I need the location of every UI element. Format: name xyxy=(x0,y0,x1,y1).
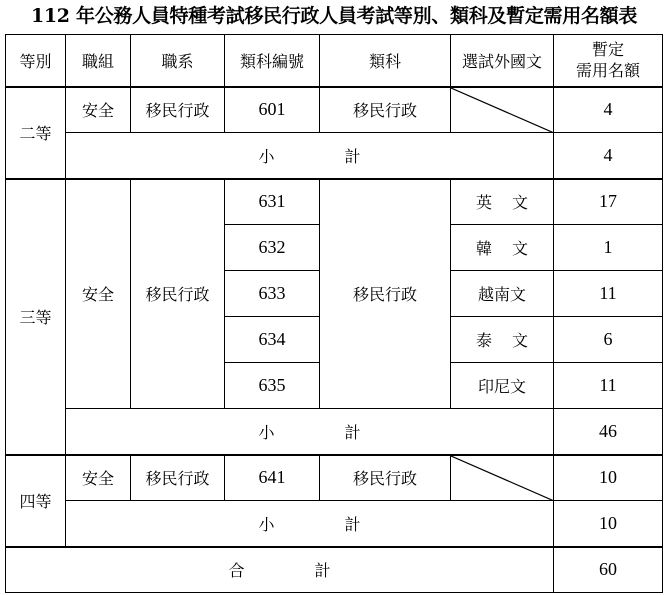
quota-table xyxy=(5,34,663,593)
grade4-subtotal: 10 xyxy=(554,501,663,547)
grade2-category: 移民行政 xyxy=(320,87,451,133)
grade4-subtotal-label: 小 計 xyxy=(66,501,554,547)
grade2-group: 安全 xyxy=(66,87,131,133)
grade3-quota: 11 xyxy=(554,363,663,409)
total-label: 合 計 xyxy=(6,547,554,593)
grade4-group: 安全 xyxy=(66,455,131,501)
header-group: 職組 xyxy=(66,35,131,87)
grade3-language: 韓 文 xyxy=(451,225,554,271)
grade3-row xyxy=(6,179,663,225)
total-row xyxy=(6,547,663,593)
grade3-code: 632 xyxy=(225,225,320,271)
grade3-code: 634 xyxy=(225,317,320,363)
grade3-language: 印尼文 xyxy=(451,363,554,409)
grade3-language: 泰 文 xyxy=(451,317,554,363)
grade3-subtotal: 46 xyxy=(554,409,663,455)
grade3-series: 移民行政 xyxy=(131,179,225,409)
grade4-subtotal-row xyxy=(6,501,663,547)
diagonal-slash xyxy=(451,456,553,501)
header-row xyxy=(6,35,663,87)
header-grade: 等別 xyxy=(6,35,66,87)
grade2-label: 二等 xyxy=(6,87,66,179)
grade3-language: 越南文 xyxy=(451,271,554,317)
header-quota xyxy=(554,35,663,87)
grade3-group: 安全 xyxy=(66,179,131,409)
grade4-language-empty xyxy=(451,455,554,501)
grade2-series: 移民行政 xyxy=(131,87,225,133)
grade2-code: 601 xyxy=(225,87,320,133)
grade2-language-empty xyxy=(451,87,554,133)
header-quota-line1: 暫定 xyxy=(591,40,624,60)
grade3-category: 移民行政 xyxy=(320,179,451,409)
grade3-quota: 1 xyxy=(554,225,663,271)
grade2-subtotal-label: 小 計 xyxy=(66,133,554,179)
grade2-quota: 4 xyxy=(554,87,663,133)
diagonal-slash xyxy=(451,88,553,133)
grade2-subtotal: 4 xyxy=(554,133,663,179)
grade4-quota: 10 xyxy=(554,455,663,501)
grade4-label: 四等 xyxy=(6,455,66,547)
header-code: 類科編號 xyxy=(225,35,320,87)
grade3-code: 631 xyxy=(225,179,320,225)
grade3-quota: 11 xyxy=(554,271,663,317)
grade3-code: 633 xyxy=(225,271,320,317)
grade4-category: 移民行政 xyxy=(320,455,451,501)
header-series: 職系 xyxy=(131,35,225,87)
grade4-code: 641 xyxy=(225,455,320,501)
grade3-subtotal-row xyxy=(6,409,663,455)
grade2-subtotal-row xyxy=(6,133,663,179)
header-category: 類科 xyxy=(320,35,451,87)
grade3-quota: 17 xyxy=(554,179,663,225)
grade3-label: 三等 xyxy=(6,179,66,455)
grade3-language: 英 文 xyxy=(451,179,554,225)
grade4-series: 移民行政 xyxy=(131,455,225,501)
grade2-row xyxy=(6,87,663,133)
header-quota-line2: 需用名額 xyxy=(575,61,640,81)
grade4-row xyxy=(6,455,663,501)
grade3-subtotal-label: 小 計 xyxy=(66,409,554,455)
grade3-quota: 6 xyxy=(554,317,663,363)
header-language: 選試外國文 xyxy=(451,35,554,87)
page-title: 112 年公務人員特種考試移民行政人員考試等別、類科及暫定需用名額表 xyxy=(30,5,638,27)
grade3-code: 635 xyxy=(225,363,320,409)
total-value: 60 xyxy=(554,547,663,593)
